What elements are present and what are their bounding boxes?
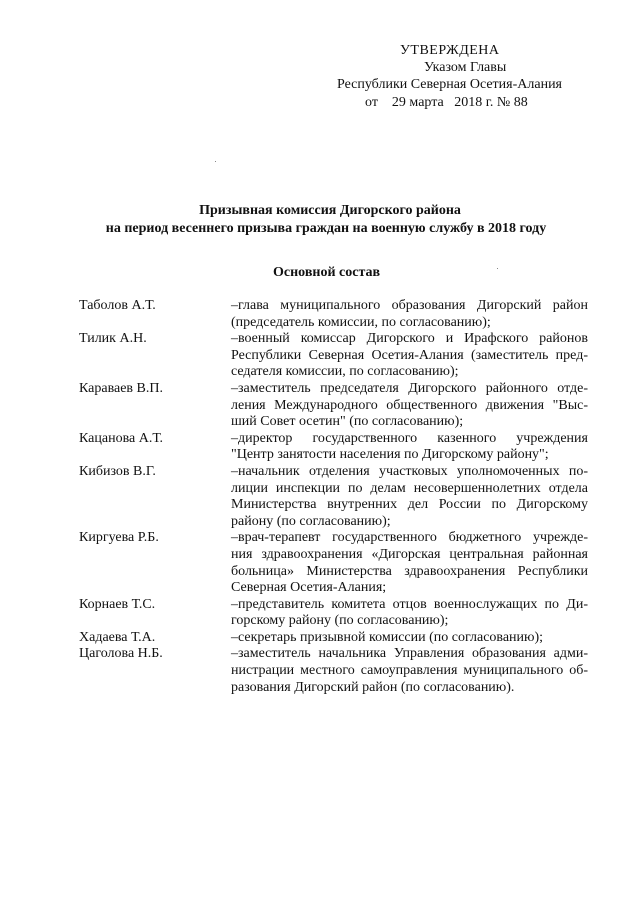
member-role: [231, 630, 588, 647]
member-name: Корнаев Т.С.: [79, 596, 156, 612]
member-role-line: Министерства внутренних дел России по Дигорскому: [231, 497, 588, 513]
member-role-line: лиции инспекции по делам несовершеннолетних отдела: [231, 480, 588, 496]
member-role-line: Северная Осетия-Алания;: [231, 580, 387, 596]
scan-speck: [215, 161, 216, 162]
member-role-line: больница» Министерства здравоохранения Республики: [231, 563, 588, 579]
member-role: [231, 530, 588, 596]
member-role-line: –врач-терапевт государственного бюджетного учрежде-: [231, 530, 588, 546]
approval-decree: Указом Главы: [424, 60, 507, 75]
scan-speck: [497, 268, 498, 269]
member-row: [79, 646, 599, 696]
member-name: Цаголова Н.Б.: [79, 646, 163, 662]
member-row: [79, 431, 599, 464]
member-role-line: –заместитель председателя Дигорского районного отде-: [231, 380, 588, 396]
member-role-line: (председатель комиссии, по согласованию);: [231, 314, 491, 330]
approval-republic: Республики Северная Осетия-Алания: [337, 77, 562, 92]
member-role-line: –начальник отделения участковых уполномоченных по-: [231, 463, 588, 479]
member-role-line: –заместитель начальника Управления образования адми-: [231, 646, 588, 662]
member-role-line: Республики Северная Осетия-Алания (заместитель пред-: [231, 347, 588, 363]
member-role-line: горскому району (по согласованию);: [231, 613, 449, 629]
member-name: Караваев В.П.: [79, 380, 163, 396]
member-role-line: разования Дигорский район (по согласованию).: [231, 679, 515, 695]
member-name: Киргуева Р.Б.: [79, 530, 159, 546]
member-name: Хадаева Т.А.: [79, 629, 156, 645]
member-role: [231, 431, 588, 464]
member-row: [79, 530, 599, 596]
member-name: Кацанова А.Т.: [79, 430, 163, 446]
members-list: [79, 298, 599, 696]
member-role-line: –глава муниципального образования Дигорский район: [231, 298, 588, 313]
member-role: [231, 464, 588, 530]
document-title: [0, 202, 640, 238]
member-role-line: нистрации местного самоуправления муниципального об-: [231, 663, 588, 679]
member-role: [231, 298, 588, 331]
member-row: [79, 630, 599, 647]
member-role-line: "Центр занятости населения по Дигорскому району";: [231, 447, 549, 463]
member-row: [79, 331, 599, 381]
member-role-line: –директор государственного казенного учреждения: [231, 430, 588, 446]
member-row: [79, 298, 599, 331]
member-role-line: –военный комиссар Дигорского и Ирафского районов: [231, 331, 588, 347]
member-name: Кибизов В.Г.: [79, 463, 156, 479]
member-row: [79, 597, 599, 630]
member-role-line: –секретарь призывной комиссии (по согласованию);: [231, 629, 544, 645]
member-role-line: седателя комиссии, по согласованию);: [231, 364, 459, 380]
member-role: [231, 331, 588, 381]
member-role: [231, 597, 588, 630]
member-name: Тилик А.Н.: [79, 331, 147, 347]
member-role: [231, 381, 588, 431]
document-title-line-2: на период весеннего призыва граждан на военную службу в 2018 году: [105, 221, 547, 236]
member-role-line: ший Совет осетин" (по согласованию);: [231, 414, 464, 430]
member-name: Таболов А.Т.: [79, 298, 156, 313]
member-role-line: ния здравоохранения «Дигорская центральная районная: [231, 546, 588, 562]
approval-title: УТВЕРЖДЕНА: [400, 43, 500, 58]
document-title-line-1: Призывная комиссия Дигорского района: [199, 203, 461, 218]
approval-date: от 29 марта 2018 г. № 88: [365, 95, 528, 110]
member-role-line: –представитель комитета отцов военнослужащих по Ди-: [231, 596, 588, 612]
member-role: [231, 646, 588, 696]
member-row: [79, 464, 599, 530]
section-title: Основной состав: [273, 265, 381, 280]
member-row: [79, 381, 599, 431]
member-role-line: району (по согласованию);: [231, 513, 391, 529]
member-role-line: ления Международного общественного движения "Выс-: [231, 397, 588, 413]
